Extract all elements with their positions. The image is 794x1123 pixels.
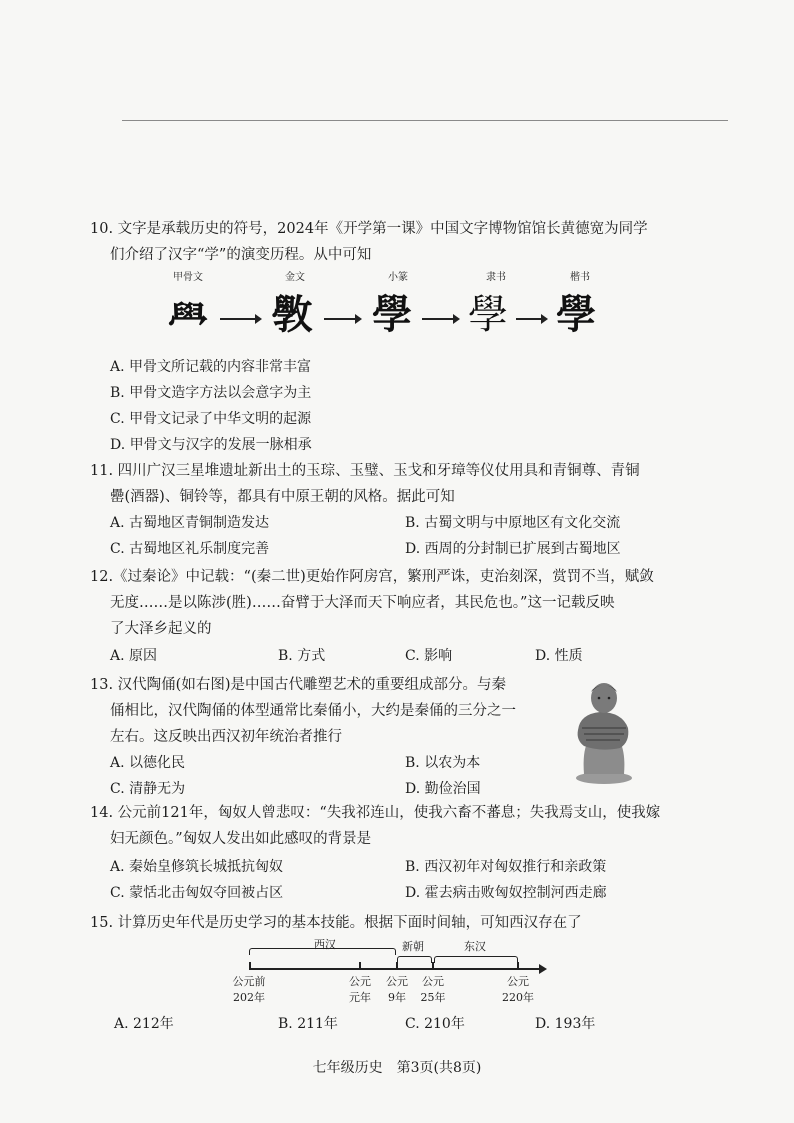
q12-option-b: B. 方式 bbox=[278, 648, 326, 664]
q13-option-b: B. 以农为本 bbox=[405, 755, 481, 771]
timeline-brace-xin bbox=[397, 956, 432, 963]
q11-line2: 罍(酒器)、铜铃等，都具有中原王朝的风格。据此可知 bbox=[110, 489, 455, 505]
timeline-period-western-han: 西汉 bbox=[314, 938, 336, 951]
q11-option-d: D. 西周的分封制已扩展到古蜀地区 bbox=[405, 541, 621, 557]
arrow-3 bbox=[422, 318, 458, 320]
timeline-brace-eastern-han bbox=[434, 956, 518, 963]
q11-option-b: B. 古蜀文明与中原地区有文化交流 bbox=[405, 515, 621, 531]
q10-line2: 们介绍了汉字“学”的演变历程。从中可知 bbox=[110, 247, 372, 263]
q13-line3: 左右。这反映出西汉初年统治者推行 bbox=[110, 729, 342, 745]
evolution-label-regular: 楷书 bbox=[570, 272, 590, 283]
timeline-point-5-bottom: 220年 bbox=[502, 991, 534, 1004]
timeline-period-eastern-han: 东汉 bbox=[464, 940, 486, 953]
q14-line1: 14. 公元前121年，匈奴人曾悲叹：“失我祁连山，使我六畜不蕃息；失我焉支山，使我嫁 bbox=[90, 805, 661, 821]
timeline-tick bbox=[359, 962, 361, 969]
timeline-point-5-top: 公元 bbox=[507, 975, 529, 988]
q15-option-a: A. 212年 bbox=[114, 1016, 174, 1032]
timeline-point-2-bottom: 元年 bbox=[349, 991, 371, 1004]
glyph-regular: 學 bbox=[556, 291, 596, 338]
arrow-1 bbox=[220, 318, 260, 320]
q13-option-c: C. 清静无为 bbox=[110, 781, 186, 797]
q13-option-d: D. 勤俭治国 bbox=[405, 781, 481, 797]
timeline-tick bbox=[396, 962, 398, 969]
timeline-point-2-top: 公元 bbox=[349, 975, 371, 988]
q14-line2: 妇无颜色。”匈奴人发出如此感叹的背景是 bbox=[110, 831, 372, 847]
top-rule bbox=[122, 120, 728, 121]
q14-option-d: D. 霍去病击败匈奴控制河西走廊 bbox=[405, 885, 607, 901]
q13-line1: 13. 汉代陶俑(如右图)是中国古代雕塑艺术的重要组成部分。与秦 bbox=[90, 677, 506, 693]
timeline-tick bbox=[432, 962, 434, 969]
timeline-point-4-bottom: 25年 bbox=[420, 991, 446, 1004]
q12-option-a: A. 原因 bbox=[110, 648, 158, 664]
han-pottery-figurine-image bbox=[570, 678, 636, 786]
q14-option-c: C. 蒙恬北击匈奴夺回被占区 bbox=[110, 885, 284, 901]
arrow-4 bbox=[516, 318, 546, 320]
glyph-bronze: 斆 bbox=[272, 291, 312, 338]
glyph-oracle: 𦥯 bbox=[168, 291, 208, 338]
q14-option-b: B. 西汉初年对匈奴推行和亲政策 bbox=[405, 859, 607, 875]
q12-line3: 了大泽乡起义的 bbox=[110, 621, 212, 637]
evolution-label-clerical: 隶书 bbox=[486, 272, 506, 283]
q15-option-c: C. 210年 bbox=[405, 1016, 465, 1032]
timeline-point-1-bottom: 202年 bbox=[233, 991, 265, 1004]
evolution-label-bronze: 金文 bbox=[285, 272, 305, 283]
q11-line1: 11. 四川广汉三星堆遗址新出土的玉琮、玉璧、玉戈和牙璋等仪仗用具和青铜尊、青铜 bbox=[90, 463, 640, 479]
q12-option-d: D. 性质 bbox=[535, 648, 583, 664]
evolution-label-seal: 小篆 bbox=[388, 272, 408, 283]
glyph-clerical: 學 bbox=[468, 292, 508, 338]
q10-option-c: C. 甲骨文记录了中华文明的起源 bbox=[110, 411, 312, 427]
timeline-point-3-bottom: 9年 bbox=[388, 991, 406, 1004]
q13-option-a: A. 以德化民 bbox=[110, 755, 186, 771]
q11-option-c: C. 古蜀地区礼乐制度完善 bbox=[110, 541, 270, 557]
q12-line1: 12.《过秦论》中记载：“(秦二世)更始作阿房宫，繁刑严诛，吏治刻深，赏罚不当，赋敛 bbox=[90, 569, 654, 585]
glyph-seal: 學 bbox=[372, 291, 412, 338]
q10-option-a: A. 甲骨文所记载的内容非常丰富 bbox=[110, 359, 312, 375]
timeline-tick bbox=[249, 962, 251, 969]
q13-line2: 俑相比，汉代陶俑的体型通常比秦俑小，大约是秦俑的三分之一 bbox=[110, 703, 516, 719]
timeline-axis bbox=[249, 968, 541, 970]
q15-line1: 15. 计算历史年代是历史学习的基本技能。根据下面时间轴，可知西汉存在了 bbox=[90, 915, 582, 931]
timeline-point-4-top: 公元 bbox=[422, 975, 444, 988]
q15-option-d: D. 193年 bbox=[535, 1016, 596, 1032]
q14-option-a: A. 秦始皇修筑长城抵抗匈奴 bbox=[110, 859, 284, 875]
timeline-arrowhead bbox=[539, 964, 547, 974]
timeline-point-1-top: 公元前 bbox=[232, 975, 266, 988]
q10-line1: 10. 文字是承载历史的符号，2024年《开学第一课》中国文字博物馆馆长黄德宽为同学 bbox=[90, 221, 648, 237]
q10-option-d: D. 甲骨文与汉字的发展一脉相承 bbox=[110, 437, 312, 453]
evolution-label-oracle: 甲骨文 bbox=[173, 272, 203, 283]
q10-option-b: B. 甲骨文造字方法以会意字为主 bbox=[110, 385, 312, 401]
q12-line2: 无度……是以陈涉(胜)……奋臂于大泽而天下响应者，其民危也。”这一记载反映 bbox=[110, 595, 615, 611]
q15-option-b: B. 211年 bbox=[278, 1016, 338, 1032]
q11-option-a: A. 古蜀地区青铜制造发达 bbox=[110, 515, 270, 531]
timeline-period-xin: 新朝 bbox=[402, 940, 424, 953]
page-footer: 七年级历史 第3页(共8页) bbox=[312, 1060, 482, 1076]
timeline-tick bbox=[517, 962, 519, 969]
arrow-2 bbox=[324, 318, 360, 320]
timeline-point-3-top: 公元 bbox=[386, 975, 408, 988]
q12-option-c: C. 影响 bbox=[405, 648, 453, 664]
